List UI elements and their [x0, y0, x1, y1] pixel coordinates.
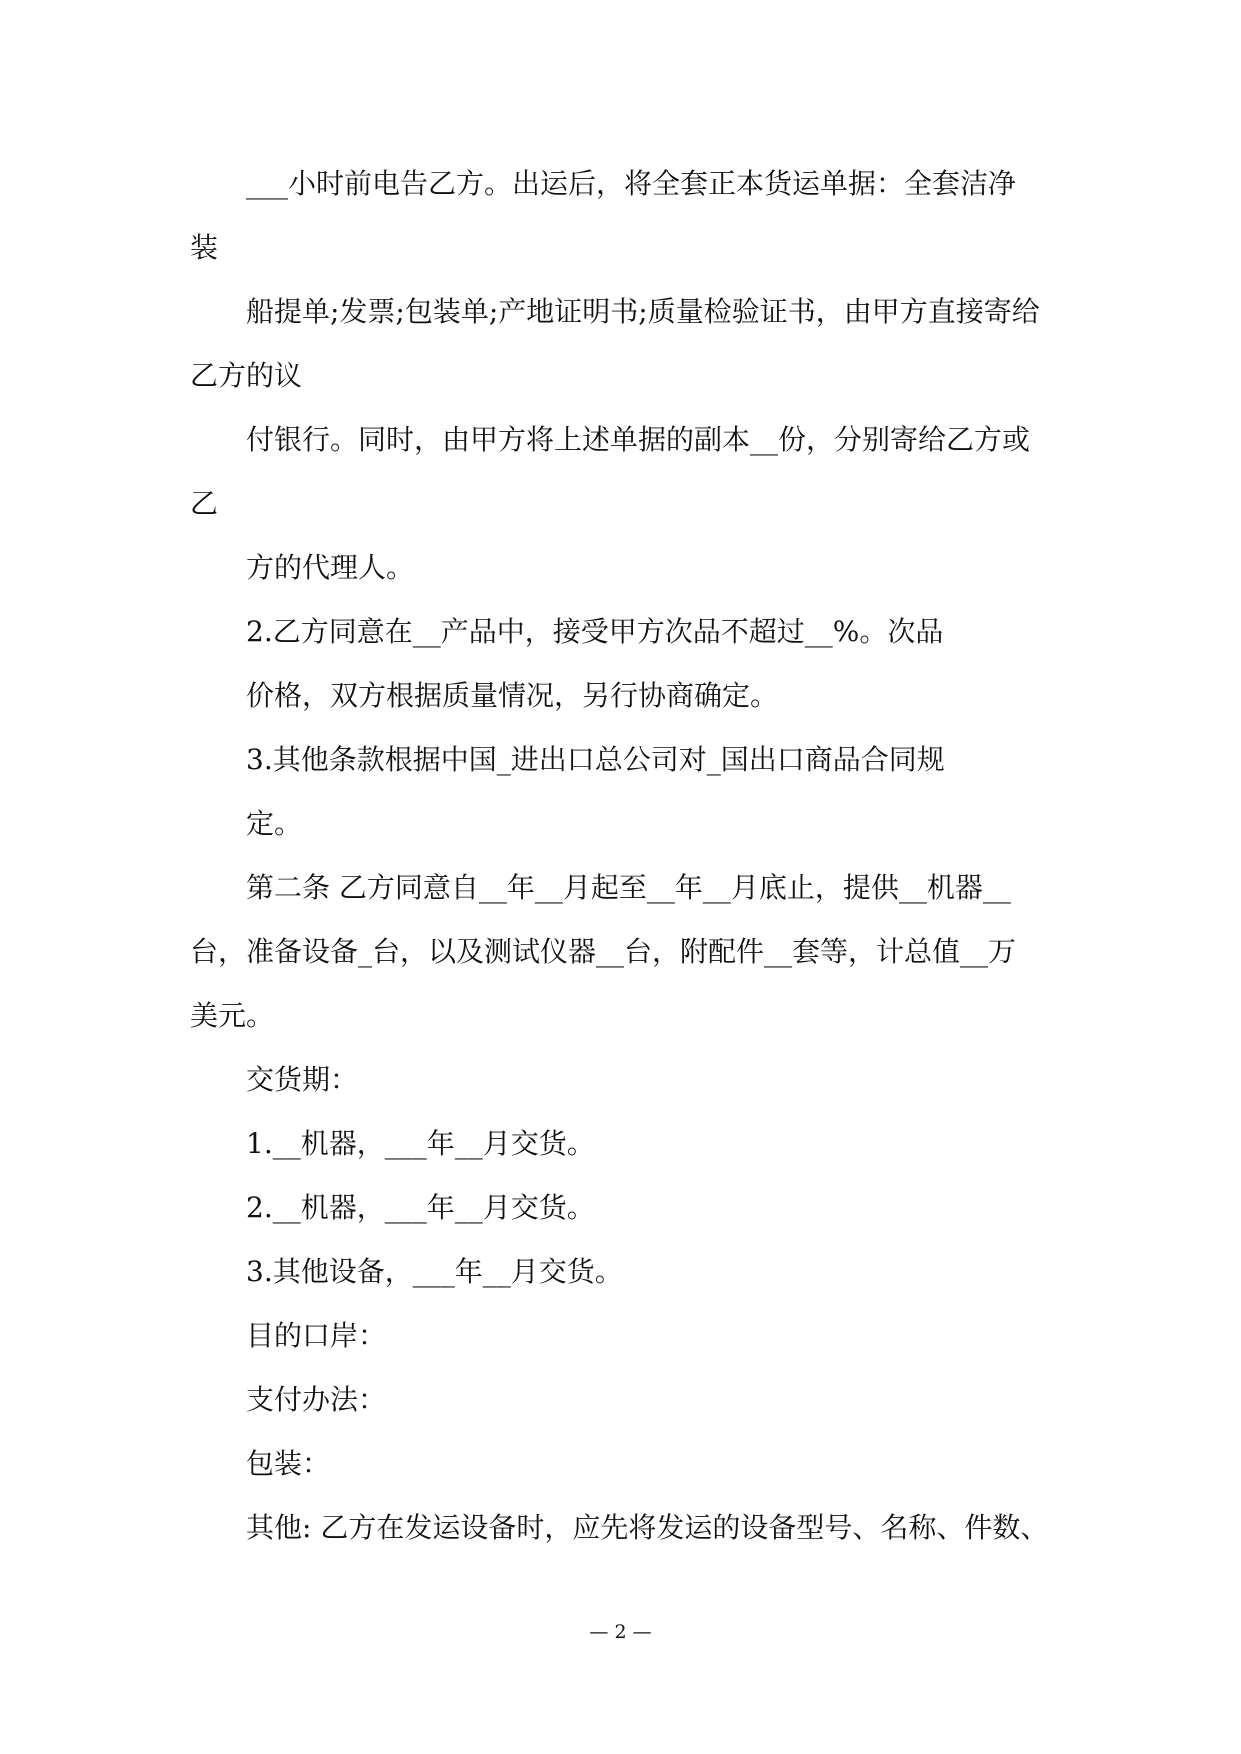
text-line-5: 付银行。同时，由甲方将上述单据的副本__份，分别寄给乙方或 [246, 423, 1031, 456]
text-line-21: 包装： [246, 1447, 331, 1480]
text-line-9: 价格，双方根据质量情况，另行协商确定。 [246, 679, 779, 712]
text-line-2: 装 [190, 231, 219, 264]
text-line-17: 2.__机器，___年__月交货。 [246, 1191, 595, 1224]
text-line-6: 乙 [190, 487, 219, 520]
text-line-3: 船提单;发票;包装单;产地证明书;质量检验证书，由甲方直接寄给 [246, 295, 1040, 328]
text-line-7: 方的代理人。 [246, 551, 415, 584]
text-line-12: 第二条 乙方同意自__年__月起至__年__月底止，提供__机器__ [246, 871, 1011, 904]
text-line-1: ___小时前电告乙方。出运后，将全套正本货运单据：全套洁净 [246, 167, 1017, 200]
text-line-13: 台，准备设备_台，以及测试仪器__台，附配件__套等，计总值__万 [190, 935, 1017, 968]
text-line-11: 定。 [246, 807, 303, 840]
page-number: — 2 — [589, 1621, 652, 1643]
text-line-16: 1.__机器，___年__月交货。 [246, 1127, 595, 1160]
text-line-15: 交货期： [246, 1063, 359, 1096]
text-line-20: 支付办法： [246, 1383, 387, 1416]
text-line-14: 美元。 [190, 999, 275, 1032]
text-line-4: 乙方的议 [190, 359, 303, 392]
text-line-10: 3.其他条款根据中国_进出口总公司对_国出口商品合同规 [246, 743, 945, 776]
text-line-18: 3.其他设备，___年__月交货。 [246, 1255, 623, 1288]
text-line-8: 2.乙方同意在__产品中，接受甲方次品不超过__%。次品 [246, 615, 944, 648]
text-line-22: 其他: 乙方在发运设备时，应先将发运的设备型号、名称、件数、 [246, 1511, 1049, 1544]
text-line-19: 目的口岸： [246, 1319, 387, 1352]
